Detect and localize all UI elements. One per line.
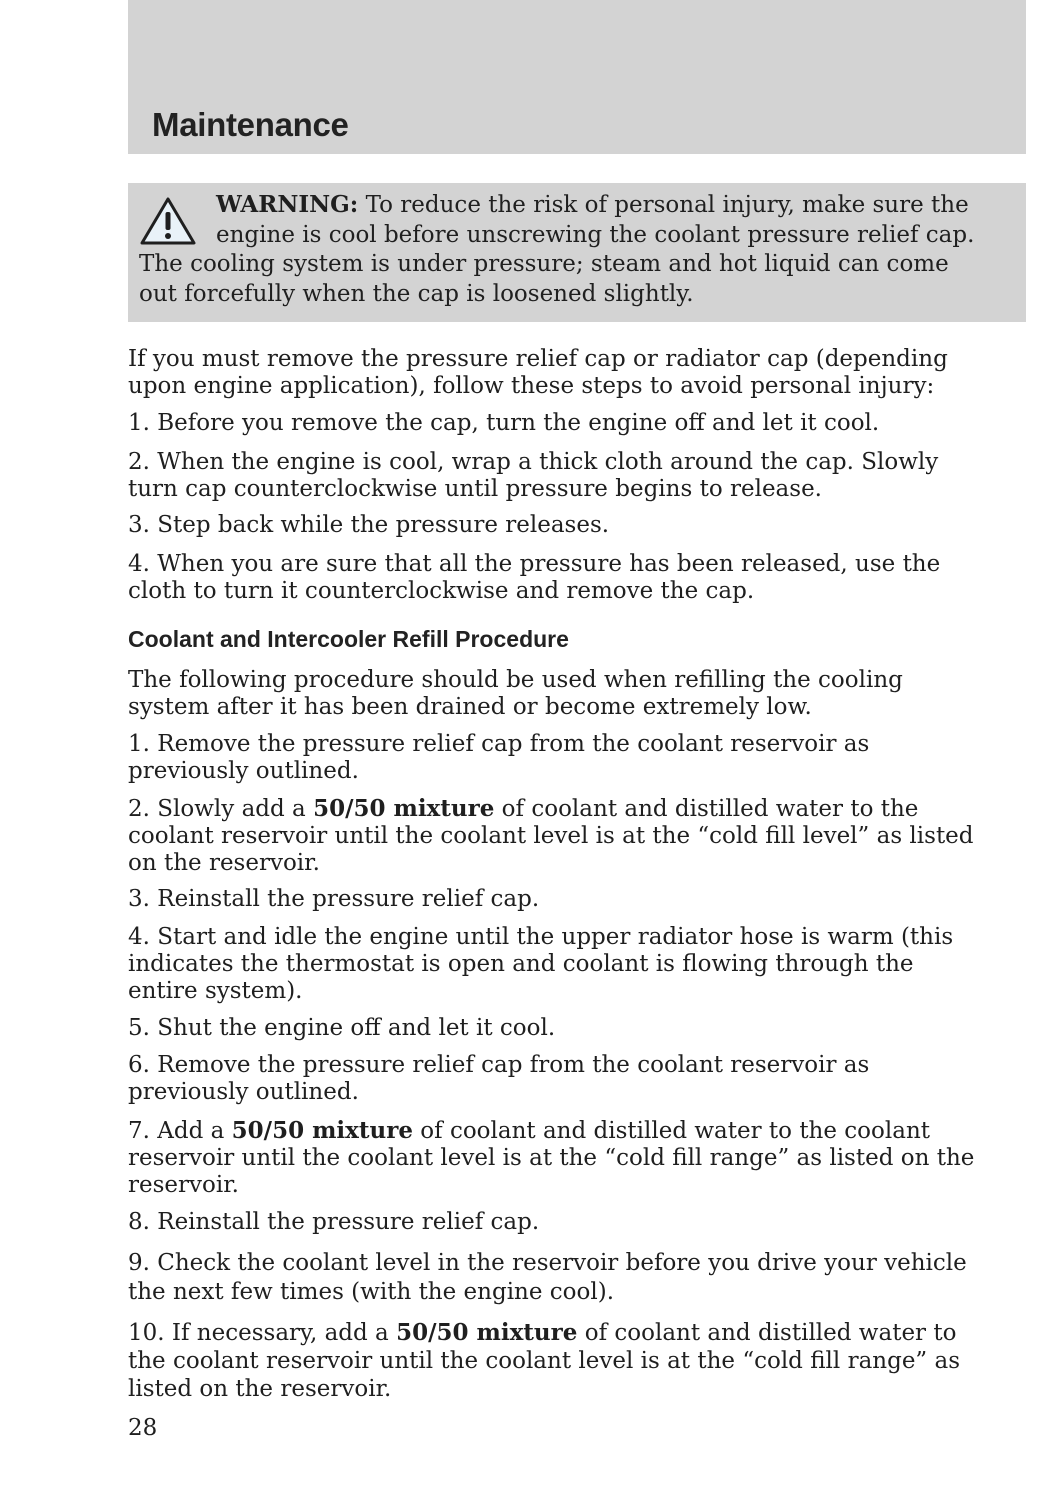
warning-line-2: engine is cool before unscrewing the coolant pressure relief cap. [216,221,975,248]
cap-step-1: 1. Before you remove the cap, turn the engine off and let it cool. [128,410,880,436]
refill-step-8: 8. Reinstall the pressure relief cap. [128,1209,540,1235]
cap-step-2: 2. When the engine is cool, wrap a thick cloth around the cap. Slowly turn cap counterclockwise until pressure begins to release. [128,449,939,502]
page-title: Maintenance [152,106,349,143]
intro-paragraph: If you must remove the pressure relief cap or radiator cap (depending upon engine application), follow these steps to avoid personal injury: [128,346,948,399]
refill-step-2: 2. Slowly add a 50/50 mixture of coolant and distilled water to the coolant reservoir until the coolant level is at the “cold fill level” as listed on the reservoir. [128,795,974,876]
refill-step-1: 1. Remove the pressure relief cap from the coolant reservoir as previously outlined. [128,731,870,784]
warning-label: WARNING: [216,191,359,218]
page-number: 28 [128,1415,158,1441]
section-heading: Coolant and Intercooler Refill Procedure [128,626,569,652]
cap-step-4: 4. When you are sure that all the pressure has been released, use the cloth to turn it counterclockwise and remove the cap. [128,551,941,604]
refill-step-10: 10. If necessary, add a 50/50 mixture of coolant and distilled water to the coolant reservoir until the coolant level is at the “cold fill range” as listed on the reservoir. [128,1319,961,1402]
mixture-emphasis: 50/50 mixture [231,1117,413,1144]
refill-step-6: 6. Remove the pressure relief cap from the coolant reservoir as previously outlined. [128,1052,870,1105]
cap-step-3: 3. Step back while the pressure releases. [128,512,610,538]
mixture-emphasis: 50/50 mixture [396,1319,578,1346]
refill-step-5: 5. Shut the engine off and let it cool. [128,1015,556,1041]
refill-step-3: 3. Reinstall the pressure relief cap. [128,886,540,912]
warning-line-4: out forcefully when the cap is loosened slightly. [139,280,694,307]
refill-intro: The following procedure should be used when refilling the cooling system after it has been drained or become extremely low. [128,667,903,720]
warning-line-1: WARNING: To reduce the risk of personal injury, make sure the [216,191,969,218]
warning-line-3: The cooling system is under pressure; steam and hot liquid can come [139,251,949,277]
refill-step-7: 7. Add a 50/50 mixture of coolant and distilled water to the coolant reservoir until the coolant level is at the “cold fill range” as listed on the reservoir. [128,1117,975,1198]
refill-step-4: 4. Start and idle the engine until the upper radiator hose is warm (this indicates the thermostat is open and coolant is flowing through the entire system). [128,924,954,1004]
warning-text [139,190,1019,309]
refill-step-9: 9. Check the coolant level in the reservoir before you drive your vehicle the next few times (with the engine cool). [128,1250,967,1305]
mixture-emphasis: 50/50 mixture [313,795,495,822]
